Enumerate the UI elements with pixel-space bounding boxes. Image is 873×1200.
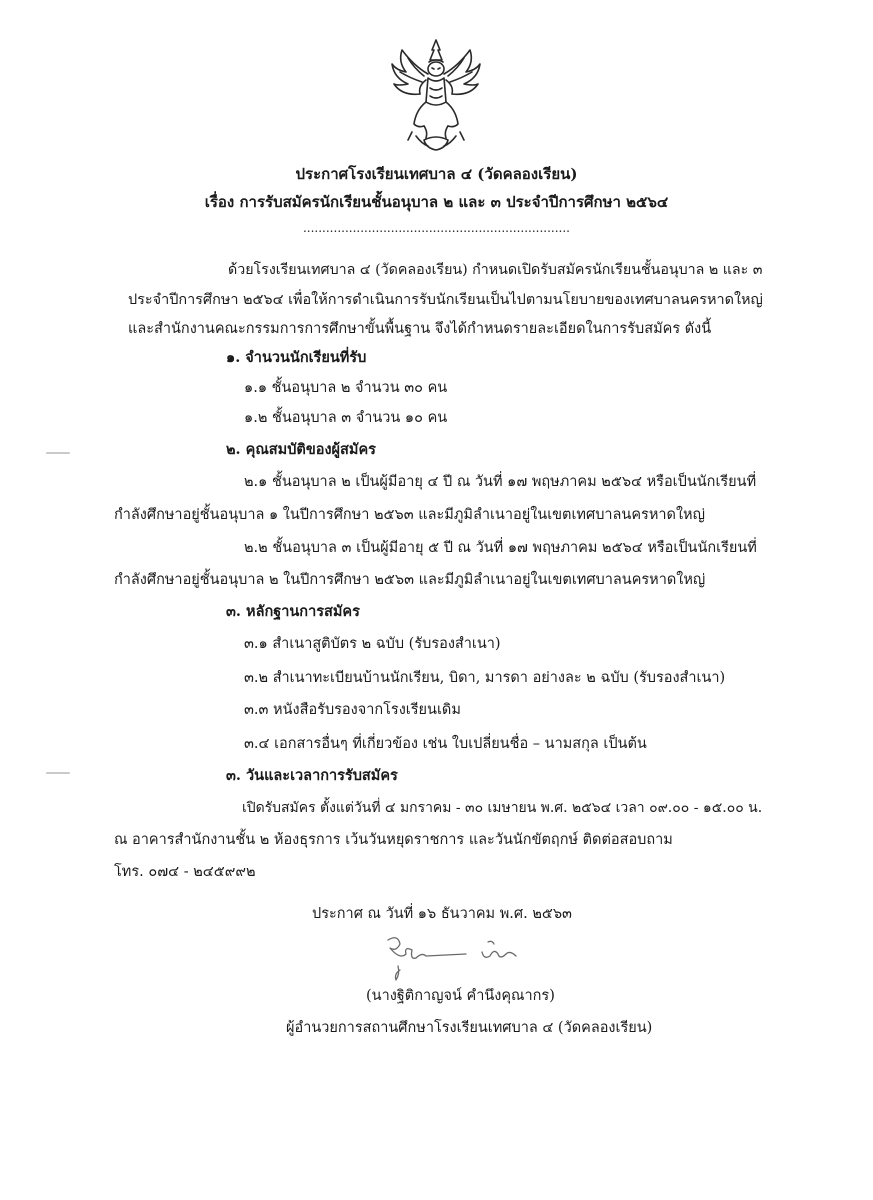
section-3-item-4: ๓.๔ เอกสารอื่นๆ ที่เกี่ยวข้อง เช่น ใบเปลี่ยนชื่อ – นามสกุล เป็นต้น	[244, 736, 647, 752]
section-4-line-2: ณ อาคารสำนักงานชั้น ๒ ห้องธุรการ เว้นวันหยุดราชการ และวันนักขัตฤกษ์ ติดต่อสอบถาม	[114, 832, 673, 848]
section-1-item-2: ๑.๒ ชั้นอนุบาล ๓ จำนวน ๑๐ คน	[244, 410, 448, 426]
section-2-item-1-line-2: กำลังศึกษาอยู่ชั้นอนุบาล ๑ ในปีการศึกษา ๒๕๖๓ และมีภูมิลำเนาอยู่ในเขตเทศบาลนครหาดใหญ่	[114, 507, 705, 523]
section-3-item-2: ๓.๒ สำเนาทะเบียนบ้านนักเรียน, บิดา, มารดา อย่างละ ๒ ฉบับ (รับรองสำเนา)	[244, 670, 726, 686]
section-4-title: ๓. วันและเวลาการรับสมัคร	[226, 767, 398, 784]
announce-date: ประกาศ ณ วันที่ ๑๖ ธันวาคม พ.ศ. ๒๕๖๓	[312, 906, 572, 922]
intro-line-3: และสำนักงานคณะกรรมการการศึกษาขั้นพื้นฐาน จึงได้กำหนดรายละเอียดในการรับสมัคร ดังนี้	[128, 321, 712, 337]
intro-line-2: ประจำปีการศึกษา ๒๕๖๔ เพื่อให้การดำเนินการรับนักเรียนเป็นไปตามนโยบายของเทศบาลนครหาดใหญ่	[128, 292, 763, 308]
signer-name: (นางฐิติกาญจน์ คำนึงคุณากร)	[366, 988, 555, 1004]
section-2-item-2-line-2: กำลังศึกษาอยู่ชั้นอนุบาล ๒ ในปีการศึกษา ๒๕๖๓ และมีภูมิลำเนาอยู่ในเขตเทศบาลนครหาดใหญ่	[114, 572, 706, 588]
intro-line-1: ด้วยโรงเรียนเทศบาล ๔ (วัดคลองเรียน) กำหนดเปิดรับสมัครนักเรียนชั้นอนุบาล ๒ และ ๓	[228, 262, 763, 278]
section-1-item-1: ๑.๑ ชั้นอนุบาล ๒ จำนวน ๓๐ คน	[244, 380, 448, 396]
section-2-item-1-line-1: ๒.๑ ชั้นอนุบาล ๒ เป็นผู้มีอายุ ๔ ปี ณ วันที่ ๑๗ พฤษภาคม ๒๕๖๔ หรือเป็นนักเรียนที่	[244, 474, 757, 490]
section-3-title: ๓. หลักฐานการสมัคร	[226, 603, 360, 620]
header-divider: ......................................................................	[302, 221, 570, 235]
scan-artifact	[46, 452, 70, 454]
section-1-title: ๑. จำนวนนักเรียนที่รับ	[226, 349, 367, 366]
signer-position: ผู้อำนวยการสถานศึกษาโรงเรียนเทศบาล ๔ (วัดคลองเรียน)	[286, 1020, 653, 1036]
section-4-line-1: เปิดรับสมัคร ตั้งแต่วันที่ ๔ มกราคม - ๓๐ เมษายน พ.ศ. ๒๕๖๔ เวลา ๐๙.๐๐ - ๑๕.๐๐ น.	[242, 800, 763, 816]
section-2-title: ๒. คุณสมบัติของผู้สมัคร	[226, 441, 376, 458]
garuda-emblem-icon	[388, 36, 484, 154]
section-2-item-2-line-1: ๒.๒ ชั้นอนุบาล ๓ เป็นผู้มีอายุ ๕ ปี ณ วันที่ ๑๗ พฤษภาคม ๒๕๖๔ หรือเป็นนักเรียนที่	[244, 540, 757, 556]
announcement-title: ประกาศโรงเรียนเทศบาล ๔ (วัดคลองเรียน)	[295, 165, 578, 183]
announcement-subject: เรื่อง การรับสมัครนักเรียนชั้นอนุบาล ๒ และ ๓ ประจำปีการศึกษา ๒๕๖๔	[204, 193, 669, 211]
section-4-line-3: โทร. ๐๗๔ - ๒๔๕๙๙๒	[114, 864, 256, 880]
signature-image	[370, 930, 540, 985]
section-3-item-1: ๓.๑ สำเนาสูติบัตร ๒ ฉบับ (รับรองสำเนา)	[244, 636, 501, 652]
scan-artifact	[46, 772, 70, 774]
section-3-item-3: ๓.๓ หนังสือรับรองจากโรงเรียนเดิม	[244, 702, 461, 718]
